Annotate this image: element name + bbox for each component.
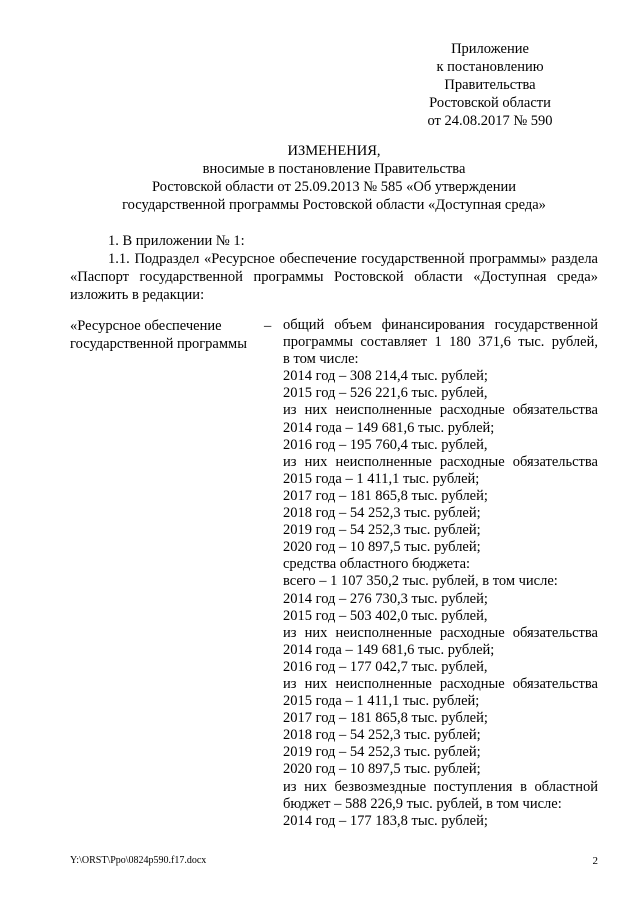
detail-line: 2016 год – 177 042,7 тыс. рублей, bbox=[283, 658, 488, 675]
detail-line: общий объем финансирования государственной bbox=[283, 317, 598, 333]
detail-line: бюджет – 588 226,9 тыс. рублей, в том числе: bbox=[283, 795, 562, 812]
appendix-line: Приложение bbox=[451, 41, 529, 57]
appendix-line: к постановлению bbox=[436, 59, 544, 75]
title-line: государственной программы Ростовской области «Доступная среда» bbox=[122, 197, 546, 213]
detail-line: 2017 год – 181 865,8 тыс. рублей; bbox=[283, 487, 488, 504]
detail-line: 2014 год – 177 183,8 тыс. рублей; bbox=[283, 812, 488, 829]
detail-line: 2015 год – 503 402,0 тыс. рублей, bbox=[283, 607, 488, 624]
point-1: 1. В приложении № 1: bbox=[108, 233, 245, 249]
detail-line: средства областного бюджета: bbox=[283, 556, 471, 573]
title-line: Ростовской области от 25.09.2013 № 585 «Об утверждении bbox=[152, 179, 516, 195]
detail-line: программы составляет 1 180 371,6 тыс. рублей, bbox=[283, 334, 598, 351]
detail-line: 2019 год – 54 252,3 тыс. рублей; bbox=[283, 522, 481, 539]
detail-line: 2014 года – 149 681,6 тыс. рублей; bbox=[283, 419, 495, 436]
page-number: 2 bbox=[592, 855, 598, 867]
detail-line: 2015 года – 1 411,1 тыс. рублей; bbox=[283, 693, 480, 710]
detail-line: из них неисполненные расходные обязательства bbox=[283, 624, 598, 641]
title-heading: ИЗМЕНЕНИЯ, bbox=[287, 143, 381, 159]
resource-label: «Ресурсное обеспечение государственной программы bbox=[70, 318, 247, 352]
detail-line: из них безвозмездные поступления в областной bbox=[283, 778, 598, 795]
detail-line: 2014 год – 308 214,4 тыс. рублей; bbox=[283, 368, 488, 385]
detail-line: 2015 год – 526 221,6 тыс. рублей, bbox=[283, 385, 488, 402]
detail-line: 2014 год – 276 730,3 тыс. рублей; bbox=[283, 590, 488, 607]
appendix-header bbox=[400, 40, 580, 130]
appendix-line: Правительства bbox=[444, 77, 536, 93]
detail-line: 2016 год – 195 760,4 тыс. рублей, bbox=[283, 436, 488, 453]
detail-line: 2017 год – 181 865,8 тыс. рублей; bbox=[283, 710, 488, 727]
document-title bbox=[70, 142, 598, 214]
resource-details bbox=[283, 317, 598, 830]
detail-line: 2018 год – 54 252,3 тыс. рублей; bbox=[283, 727, 481, 744]
file-path: Y:\ORST\Ppo\0824p590.f17.docx bbox=[70, 855, 207, 866]
detail-line: 2020 год – 10 897,5 тыс. рублей; bbox=[283, 761, 481, 778]
detail-line: из них неисполненные расходные обязательства bbox=[283, 402, 598, 419]
detail-line: 2015 года – 1 411,1 тыс. рублей; bbox=[283, 470, 480, 487]
label-dash: – bbox=[264, 318, 272, 334]
detail-line: в том числе: bbox=[283, 351, 359, 368]
detail-line: 2020 год – 10 897,5 тыс. рублей; bbox=[283, 539, 481, 556]
appendix-line: Ростовской области bbox=[429, 95, 551, 111]
detail-line: 2019 год – 54 252,3 тыс. рублей; bbox=[283, 744, 481, 761]
detail-line: из них неисполненные расходные обязательства bbox=[283, 675, 598, 692]
detail-line: 2014 года – 149 681,6 тыс. рублей; bbox=[283, 641, 495, 658]
title-line: вносимые в постановление Правительства bbox=[202, 161, 466, 177]
detail-line: 2018 год – 54 252,3 тыс. рублей; bbox=[283, 505, 481, 522]
detail-line: всего – 1 107 350,2 тыс. рублей, в том числе: bbox=[283, 573, 558, 590]
appendix-line: от 24.08.2017 № 590 bbox=[427, 113, 553, 129]
detail-line: из них неисполненные расходные обязательства bbox=[283, 453, 598, 470]
point-1-1: 1.1. Подраздел «Ресурсное обеспечение государственной программы» раздела «Паспорт государственной программы Ростовской области «Доступная среда» изложить в редакции: bbox=[70, 251, 598, 303]
